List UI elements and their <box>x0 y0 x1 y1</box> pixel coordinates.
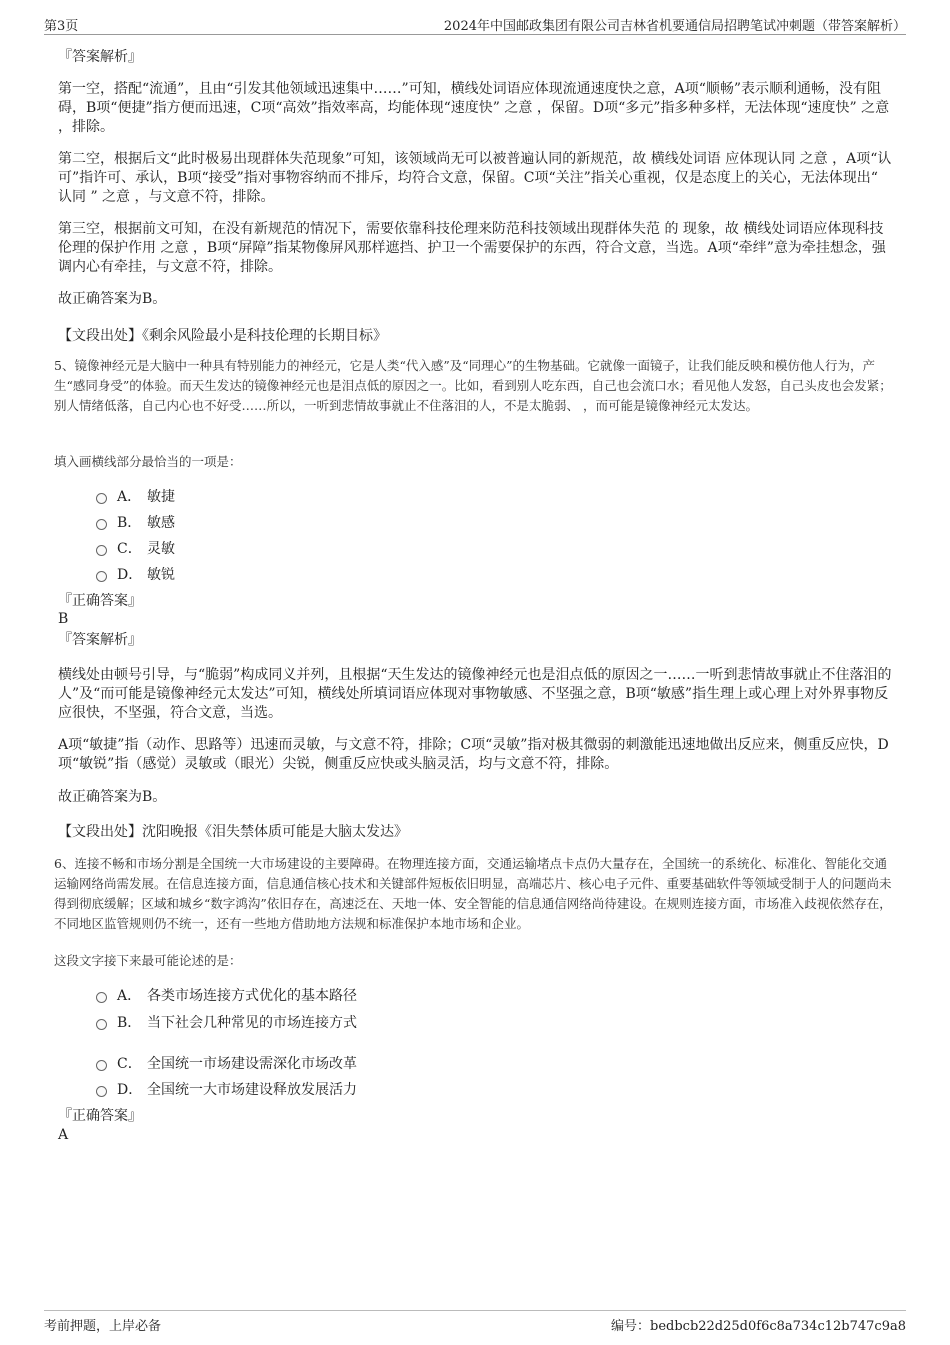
analysis-paragraph: 横线处由顿号引导，与“脆弱”构成同义并列，且根据“天生发达的镜像神经元也是泪点低的原因之一……一听到悲情故事就止不住落泪的人”及“而可能是镜像神经元太发达”可知，横线处所填词语应体现对事物敏感、不坚强之意，B项“敏感”指生理上或心理上对外界事物反应很快，不坚强，符合文意，当选。 <box>58 667 892 721</box>
radio-icon[interactable] <box>96 571 107 582</box>
page-number: 第3页 <box>44 19 79 34</box>
option-text: 各类市场连接方式优化的基本路径 <box>147 988 357 1004</box>
source-citation: 【文段出处】沈阳晚报《泪失禁体质可能是大脑太发达》 <box>58 824 408 840</box>
option-text: 敏捷 <box>147 489 175 505</box>
option-text: 敏锐 <box>147 567 175 583</box>
option-a[interactable]: A． 各类市场连接方式优化的基本路径 <box>96 985 357 1005</box>
answer-value: B <box>58 611 69 627</box>
option-b[interactable]: B． 敏感 <box>96 512 175 532</box>
answer-label: 『正确答案』 <box>58 593 142 609</box>
option-a[interactable]: A． 敏捷 <box>96 486 175 506</box>
question-text: 6、连接不畅和市场分割是全国统一大市场建设的主要障碍。在物理连接方面，交通运输堵点卡点仍大量存在，全国统一的系统化、标准化、智能化交通运输网络尚需发展。在信息连接方面，信息通信核心技术和关键部件短板依旧明显，高端芯片、核心电子元件、重要基础软件等领域受制于人的问题尚未得到彻底缓解；区域和城乡“数字鸿沟”依旧存在，高速泛在、天地一体、安全智能的信息通信网络尚待建设。在规则连接方面，市场准入歧视依然存在，不同地区监管规则仍不统一，还有一些地方借助地方法规和标准保护本地市场和企业。 <box>54 856 892 931</box>
answer-label: 『正确答案』 <box>58 1108 142 1124</box>
analysis-label: 『答案解析』 <box>58 632 142 648</box>
conclusion: 故正确答案为B。 <box>58 291 167 307</box>
analysis-paragraph: A项“敏捷”指（动作、思路等）迅速而灵敏，与文意不符，排除；C项“灵敏”指对极其微弱的刺激能迅速地做出反应来，侧重反应快，D项“敏锐”指（感觉）灵敏或（眼光）尖锐，侧重反应快或头脑灵活，均与文意不符，排除。 <box>58 737 889 772</box>
source-citation: 【文段出处】《剩余风险最小是科技伦理的长期目标》 <box>58 328 387 344</box>
question-stem: 这段文字接下来最可能论述的是： <box>54 953 242 968</box>
question-text: 5、镜像神经元是大脑中一种具有特别能力的神经元，它是人类“代入感”及“同理心”的生物基础。它就像一面镜子，让我们能反映和模仿他人行为，产生“感同身受”的体验。而天生发达的镜像神经元也是泪点低的原因之一。比如，看到别人吃东西，自己也会流口水；看见他人发怒，自己头皮也会发紧；别人情绪低落，自己内心也不好受……所以，一听到悲情故事就止不住落泪的人，不是太脆弱、 ，而可能是镜像神经元太发达。 <box>54 358 892 413</box>
page-header <box>44 12 906 35</box>
option-b[interactable]: B． 当下社会几种常见的市场连接方式 <box>96 1012 357 1032</box>
document-title: 2024年中国邮政集团有限公司吉林省机要通信局招聘笔试冲刺题（带答案解析） <box>443 19 906 34</box>
radio-icon[interactable] <box>96 519 107 530</box>
radio-icon[interactable] <box>96 545 107 556</box>
option-text: 敏感 <box>147 515 175 531</box>
radio-icon[interactable] <box>96 493 107 504</box>
option-text: 灵敏 <box>147 541 175 557</box>
option-c[interactable]: C． 全国统一市场建设需深化市场改革 <box>96 1053 357 1073</box>
option-d[interactable]: D． 全国统一大市场建设释放发展活力 <box>96 1079 357 1099</box>
option-text: 当下社会几种常见的市场连接方式 <box>147 1015 357 1031</box>
footer-slogan: 考前押题，上岸必备 <box>44 1319 162 1334</box>
answer-value: A <box>58 1127 69 1143</box>
radio-icon[interactable] <box>96 1060 107 1071</box>
analysis-paragraph: 第二空，根据后文“此时极易出现群体失范现象”可知，该领域尚无可以被普遍认同的新规范，故 横线处词语 应体现认同 之意 ，A项“认可”指许可、承认，B项“接受”指对事物容纳而不排斥，均符合文意，保留。C项“关注”指关心重视，仅是态度上的关心，无法体现出“ 认同 ” 之意 ，与文意不符，排除。 <box>58 151 892 205</box>
question-stem: 填入画横线部分最恰当的一项是： <box>54 454 242 469</box>
radio-icon[interactable] <box>96 992 107 1003</box>
radio-icon[interactable] <box>96 1086 107 1097</box>
analysis-paragraph: 第三空，根据前文可知，在没有新规范的情况下，需要依靠科技伦理来防范科技领域出现群体失范 的 现象，故 横线处词语应体现科技伦理的保护作用 之意 ，B项“屏障”指某物像屏风那样遮挡、护卫一个需要保护的东西，符合文意，当选。A项“牵绊”意为牵挂想念，强调内心有牵挂，与文意不符，排除。 <box>58 221 886 275</box>
analysis-paragraph: 第一空，搭配“流通”，且由“引发其他领域迅速集中……”可知，横线处词语应体现流通速度快之意，A项“顺畅”表示顺利通畅，没有阻碍，B项“便捷”指方便而迅速，C项“高效”指效率高，均能体现“速度快” 之意 ，保留。D项“多元”指多种多样，无法体现“速度快” 之意 ，排除。 <box>58 81 890 135</box>
option-c[interactable]: C． 灵敏 <box>96 538 175 558</box>
option-text: 全国统一大市场建设释放发展活力 <box>147 1082 357 1098</box>
conclusion: 故正确答案为B。 <box>58 789 167 805</box>
option-text: 全国统一市场建设需深化市场改革 <box>147 1056 357 1072</box>
analysis-label: 『答案解析』 <box>58 49 142 65</box>
radio-icon[interactable] <box>96 1019 107 1030</box>
page-footer <box>44 1310 906 1337</box>
document-id: 编号：bedbcb22d25d0f6c8a734c12b747c9a8 <box>611 1319 906 1334</box>
option-d[interactable]: D． 敏锐 <box>96 564 175 584</box>
